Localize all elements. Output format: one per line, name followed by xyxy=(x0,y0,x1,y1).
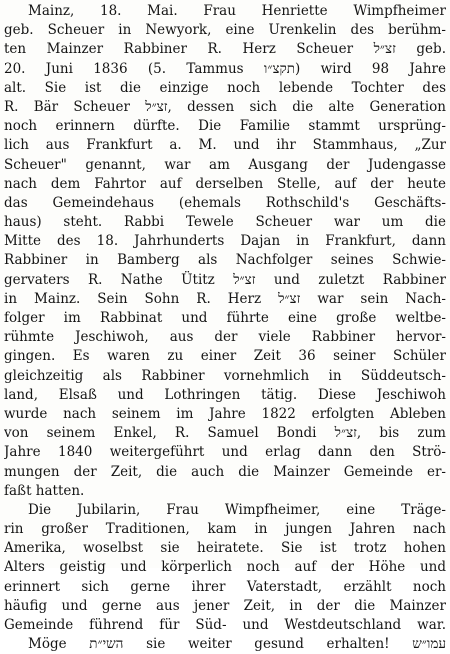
text-line: alt. Sie ist die einzige noch lebende Tochter des xyxy=(4,79,446,96)
text-line: R. Bär Scheuer זצ״ל, dessen sich die alte Generation xyxy=(4,98,446,115)
text-line: wurde nach seinem im Jahre 1822 erfolgten Ableben xyxy=(4,405,446,422)
text-line: gingen. Es waren zu einer Zeit 36 seiner Schüler xyxy=(4,348,446,365)
text-line: von seinem Enkel, R. Samuel Bondi זצ״ל, bis zum xyxy=(4,425,446,442)
text-line: rin großer Traditionen, kam in jungen Jahren nach xyxy=(4,521,446,538)
text-line: Alters geistig und körperlich noch auf der Höhe und xyxy=(4,559,446,576)
article-text xyxy=(4,2,446,654)
text-line: folger im Rabbinat und führte eine große weltbe- xyxy=(4,310,446,326)
text-line: in Mainz. Sein Sohn R. Herz זצ״ל war sein Nach- xyxy=(4,290,446,307)
text-line: gleichzeitig als Rabbiner vornehmlich in Süddeutsch- xyxy=(4,367,446,384)
text-line: geb. Scheuer in Newyork, eine Urenkelin des berühm- xyxy=(4,22,446,39)
text-line: Gemeinde führend für Süd- und Westdeutschland war. xyxy=(4,617,446,633)
text-line: haus) steht. Rabbi Tewele Scheuer war um die xyxy=(4,214,446,231)
text-line: noch erinnern dürfte. Die Familie stammt ursprüng- xyxy=(4,118,446,135)
text-line: Mainz, 18. Mai. Frau Henriette Wimpfheimer xyxy=(28,3,446,19)
text-line: ten Mainzer Rabbiner R. Herz Scheuer זצ״ל geb. xyxy=(4,41,446,58)
text-line: mungen der Zeit, die auch die Mainzer Gemeinde er- xyxy=(4,463,446,480)
text-line: faßt hatten. xyxy=(4,482,85,499)
text-line: erinnert sich gerne ihrer Vaterstadt, erzählt noch xyxy=(4,578,446,595)
text-line: rühmte Jeschiwoh, aus der viele Rabbiner hervor- xyxy=(4,329,446,346)
text-line: Scheuer" genannt, war am Ausgang der Judengasse xyxy=(4,156,446,173)
text-line: häufig und gerne aus jener Zeit, in der die Mainzer xyxy=(4,597,446,614)
text-line: 20. Juni 1836 (5. Tammus תקצ״ו) wird 98 Jahre xyxy=(4,60,446,77)
text-line: Möge השי״ת sie weiter gesund erhalten! עמו״ש xyxy=(28,636,446,653)
text-line: Rabbiner in Bamberg als Nachfolger seines Schwie- xyxy=(4,252,446,269)
text-line: gervaters R. Nathe Ütitz זצ״ל und zuletzt Rabbiner xyxy=(4,271,446,288)
text-line: land, Elsaß und Lothringen tätig. Diese Jeschiwoh xyxy=(4,386,446,403)
text-line: Amerika, woselbst sie heiratete. Sie ist trotz hohen xyxy=(4,540,446,557)
text-line: Die Jubilarin, Frau Wimpfheimer, eine Träge- xyxy=(28,501,446,518)
text-line: das Gemeindehaus (ehemals Rothschild's Geschäfts- xyxy=(4,194,446,211)
text-line: Mitte des 18. Jahrhunderts Dajan in Frankfurt, dann xyxy=(4,233,446,250)
text-line: Jahre 1840 weitergeführt und erlag dann den Strö- xyxy=(4,444,446,461)
text-line: lich aus Frankfurt a. M. und ihr Stammhaus, „Zur xyxy=(4,137,446,154)
text-line: nach dem Fahrtor auf derselben Stelle, auf der heute xyxy=(4,175,446,192)
